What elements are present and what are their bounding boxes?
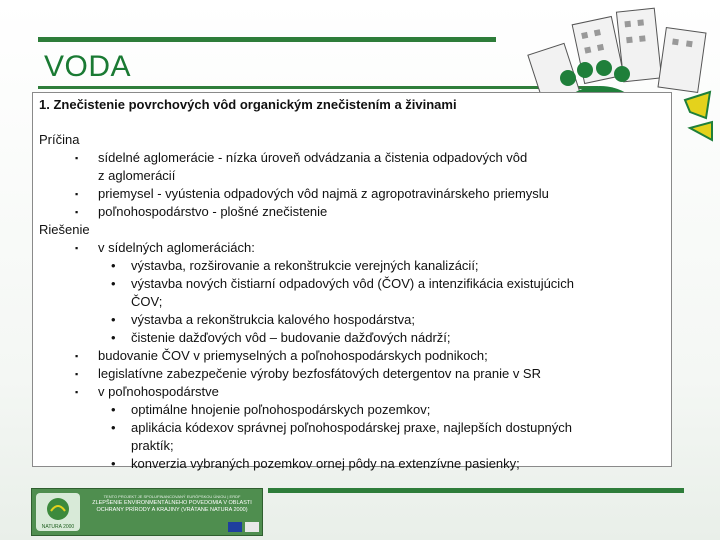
- content-box: [32, 92, 672, 471]
- natura-emblem-icon: [36, 493, 80, 531]
- list-item: • výstavba, rozširovanie a rekonštrukcie verejných kanalizácií;: [39, 257, 664, 275]
- footer-accent-bar: [268, 488, 684, 493]
- list-item: ▪ budovanie ČOV v priemyselných a poľnohospodárskych podnikoch;: [39, 347, 664, 365]
- solution-label: Riešenie: [39, 222, 90, 237]
- cause-label: Príčina: [39, 132, 80, 147]
- list-item: • výstavba nových čistiarní odpadových vôd (ČOV) a intenzifikácia existujúcich ČOV;: [39, 275, 664, 311]
- list-item: ▪ legislatívne zabezpečenie výroby bezfosfátových detergentov na pranie v SR: [39, 365, 664, 383]
- slide-title: VODA: [44, 50, 132, 83]
- settlements-list: [39, 257, 664, 347]
- list-item: ▪ sídelné aglomerácie - nízka úroveň odvádzania a čistenia odpadových vôd z aglomerácií: [39, 149, 664, 185]
- section-heading: 1. Znečistenie povrchových vôd organickým znečistením a živinami: [39, 97, 457, 112]
- decorative-letters-icon: [685, 92, 712, 140]
- eu-flag-icon: [228, 522, 242, 532]
- list-item: • aplikácia kódexov správnej poľnohospodárskej praxe, najlepších dostupných praktík;: [39, 419, 664, 455]
- list-item: ▪ v sídelných aglomeráciách:: [39, 239, 664, 257]
- emblem-text: NATURA 2000: [41, 524, 75, 530]
- solution-list-continued: [39, 347, 664, 401]
- top-accent-bar: [38, 37, 496, 42]
- list-item: ▪ v poľnohospodárstve: [39, 383, 664, 401]
- cause-list: [39, 149, 664, 221]
- list-item: • výstavba a rekonštrukcia kalového hospodárstva;: [39, 311, 664, 329]
- certification-badge-icon: [245, 522, 259, 532]
- solution-list: [39, 239, 664, 257]
- list-item: • čistenie dažďových vôd – budovanie dažďových nádrží;: [39, 329, 664, 347]
- list-item: • optimálne hnojenie poľnohospodárskych pozemkov;: [39, 401, 664, 419]
- list-item: ▪ priemysel - vyústenia odpadových vôd najmä z agropotravinárskeho priemyslu: [39, 185, 664, 203]
- list-item: ▪ poľnohospodárstvo - plošné znečistenie: [39, 203, 664, 221]
- logo-text: TENTO PROJEKT JE SPOLUFINANCOVANÝ EURÓPSKOU ÚNIOU | ERDF ZLEPŠENIE ENVIRONMENTÁLNEHO POVEDOMIA V OBLASTI OCHRANY PRÍRODY A KRAJINY (VRÁTANE NATURA 2000): [92, 494, 252, 513]
- project-logo: [31, 488, 263, 536]
- body-text: [39, 131, 664, 473]
- list-item: • konverzia vybraných pozemkov ornej pôdy na extenzívne pasienky;: [39, 455, 664, 473]
- agriculture-list: [39, 401, 664, 473]
